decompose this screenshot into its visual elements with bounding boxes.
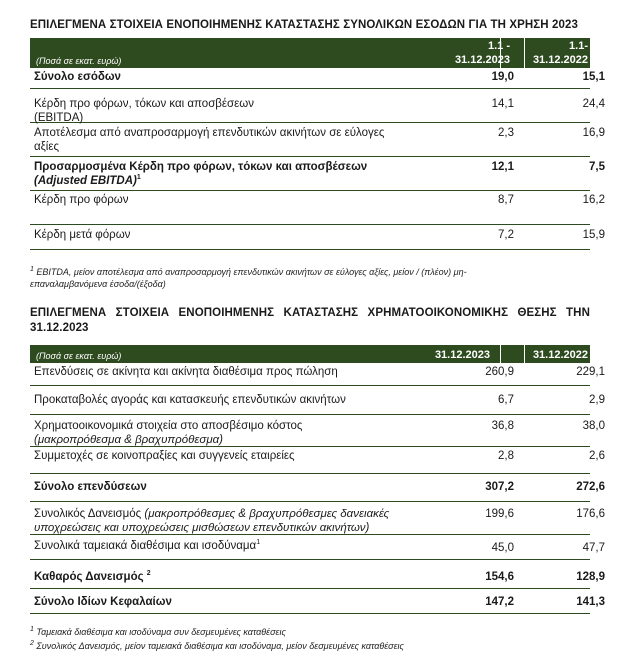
column-header-2022: 1.1- 31.12.2022 bbox=[532, 40, 588, 66]
table-row: Συμμετοχές σε κοινοπραξίες και συγγενείς εταιρείες 2,8 2,6 bbox=[30, 447, 590, 474]
income-statement-title: ΕΠΙΛΕΓΜΕΝΑ ΣΤΟΙΧΕΙΑ ΕΝΟΠΟΙΗΜΕΝΗΣ ΚΑΤΑΣΤΑΣΗΣ ΣΥΝΟΛΙΚΩΝ ΕΣΟΔΩΝ ΓΙΑ ΤΗ ΧΡΗΣΗ 2023 bbox=[30, 19, 578, 31]
table-row: Χρηματοοικονομικά στοιχεία στο αποσβέσιμο κόστος (μακροπρόθεσμα & βραχυπρόθεσμα) 36,8 38,0 bbox=[30, 415, 590, 447]
table-header bbox=[30, 345, 590, 363]
unit-label: (Ποσά σε εκατ. ευρώ) bbox=[36, 56, 122, 66]
column-header-2023: 1.1 - 31.12.2023 bbox=[454, 40, 510, 66]
column-header-2023: 31.12.2023 bbox=[434, 349, 490, 361]
table-row: Προσαρμοσμένα Κέρδη προ φόρων, τόκων και αποσβέσεων (Adjusted EBITDA)$^1$ 12,1 7,5 bbox=[30, 157, 590, 191]
table-row: Κέρδη προ φόρων 8,7 16,2 bbox=[30, 191, 590, 225]
financial-position-title: ΕΠΙΛΕΓΜΕΝΑ ΣΤΟΙΧΕΙΑ ΕΝΟΠΟΙΗΜΕΝΗΣ ΚΑΤΑΣΤΑΣΗΣ ΧΡΗΜΑΤΟΟΙΚΟΝΟΜΙΚΗΣ ΘΕΣΗΣ ΤΗΝ bbox=[30, 307, 590, 319]
table-row: Κέρδη μετά φόρων 7,2 15,9 bbox=[30, 225, 590, 250]
income-statement-table bbox=[30, 38, 605, 250]
table-row: Καθαρός Δανεισμός $^2$ 154,6 128,9 bbox=[30, 560, 590, 589]
table-row: Προκαταβολές αγοράς και κατασκευής επενδυτικών ακινήτων 6,7 2,9 bbox=[30, 386, 590, 415]
financial-position-table bbox=[30, 345, 605, 614]
footnote-net-debt: $^2$ Συνολικός Δανεισμός, μείον ταμειακά διαθέσιμα και ισοδύναμα, μείον δεσμευμένες καταθέσεις bbox=[30, 640, 404, 651]
table-row: Συνολικά ταμειακά διαθέσιμα και ισοδύναμα$^1$ 45,0 47,7 bbox=[30, 535, 590, 560]
table-row: Συνολικός Δανεισμός (μακροπρόθεσμες & βραχυπρόθεσμες δανειακές υποχρεώσεις και υποχρεώσεις μισθώσεων επενδυτικών ακινήτων) 199,6 176,6 bbox=[30, 502, 590, 535]
footnote-ebitda: $^1$ EBITDA, μείον αποτέλεσμα από αναπροσαρμογή επενδυτικών ακινήτων σε εύλογες αξίες, μείον / (πλέον) μη- επαναλαμβανόμενα έσοδα/(έξοδα) bbox=[30, 266, 467, 289]
table-row: Επενδύσεις σε ακίνητα και ακίνητα διαθέσιμα προς πώληση 260,9 229,1 bbox=[30, 363, 590, 386]
table-row: Αποτέλεσμα από αναπροσαρμογή επενδυτικών ακινήτων σε εύλογες αξίες 2,3 16,9 bbox=[30, 123, 590, 157]
column-header-2022: 31.12.2022 bbox=[532, 349, 588, 361]
unit-label: (Ποσά σε εκατ. ευρώ) bbox=[36, 351, 122, 361]
table-row: Σύνολο επενδύσεων 307,2 272,6 bbox=[30, 474, 590, 502]
footnote-cash: $^1$ Ταμειακά διαθέσιμα και ισοδύναμα συν δεσμευμένες καταθέσεις bbox=[30, 626, 286, 637]
table-row: Σύνολο Ιδίων Κεφαλαίων 147,2 141,3 bbox=[30, 589, 590, 614]
table-header bbox=[30, 38, 590, 68]
financial-position-title-date: 31.12.2023 bbox=[30, 322, 89, 334]
table-row: Σύνολο εσόδων 19,0 15,1 bbox=[30, 68, 590, 89]
table-row: Κέρδη προ φόρων, τόκων και αποσβέσεων (EBITDA) 14,1 24,4 bbox=[30, 89, 590, 123]
